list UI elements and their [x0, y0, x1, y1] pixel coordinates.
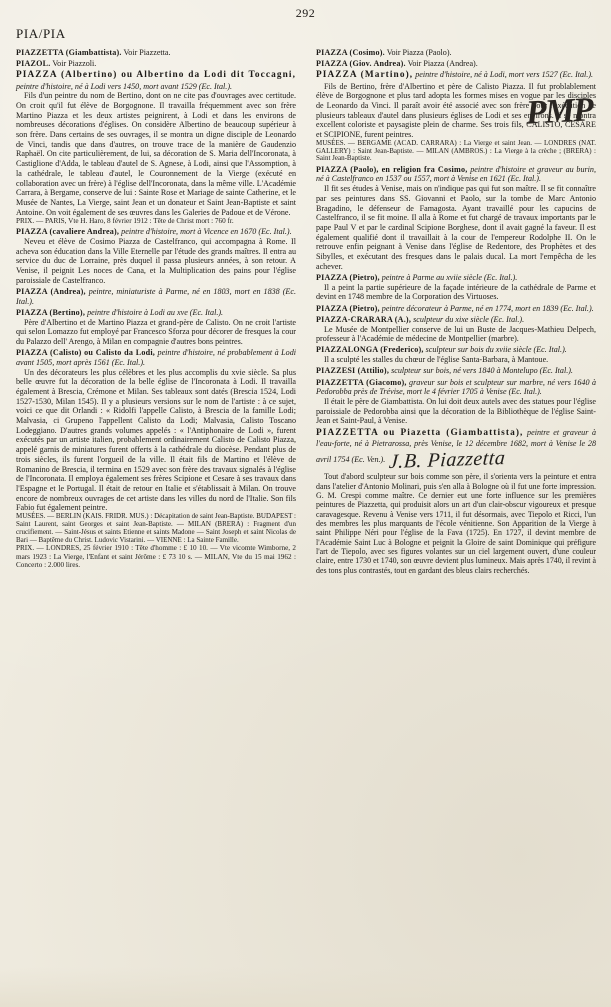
entry-paragraph: Fils de Bertino, frère d'Albertino et père de Calisto Piazza. Il fut problablement élève de Borgognone et plus tard adopta les formes mises en vogue par les disciples de Leonardo da Vinci. Il paraît avoir été associé avec son frère pour l'exécution de plusieurs tableaux d'autel dans plusieurs églises de Lodi et ses environs. Il se montra excellent coloriste et paysagiste plein de charme. Ses trois fils, CALISTO, CESARE et SCIPIONE, furent peintres. [316, 81, 596, 140]
entry-headword: PIAZZA (Pietro), [316, 273, 380, 282]
entry-headword: PIAZZETTA (Giambattista). [16, 48, 122, 57]
entry-headword: PIAZZA (Martino), [316, 70, 414, 81]
page-number: 292 [295, 6, 316, 20]
entry-piazol [16, 59, 296, 69]
entry-subtitle: peintre d'histoire et graveur au burin, né à Castelfranco en 1537 ou 1557, mort à Venise en 1621 (Ec. Ital.). [316, 164, 596, 184]
left-column [16, 48, 296, 998]
entry-paragraph: Fils d'un peintre du nom de Bertino, dont on ne cite pas d'ouvrages avec certitude. On croit qu'il fut élève de Borgognone. Il travailla fréquemment avec son frère Martino Piazza et les deux artistes peignirent, à Lodi et dans les environs de nombreuses décorations d'églises. On considère Albertino de beaucoup supérieur à son frère. Dans certains de ses ouvrages, il se montra un digne disciple de Leonardo de Vinci, tandis que dans d'autres, on trouve trace de la manière de Gaudenzio Raphaël. On cite particulièrement, de lui, sa décoration de S. Maria dell'Incoronata, à Castiglione d'Adda, le tableau d'autel de S. Agnese, à Lodi, ainsi que l'Assomption, à la cathédrale, le tableau d'autel, le Couronnement de la Vierge (exécuté en collaboration avec un frère) à l'église dell'Incoronata, dans la même ville. L'Académie Carrara, à Bergame, conserve de lui : Sainte Rose et Mariage de sainte Catherine, et le Musée de Nantes, La Vierge, saint Jean et un donateur et Saint Jean-Baptiste et saint Antoine. On voit également de ses œuvres dans les Galeries de Padoue et de Vérone. [16, 91, 296, 217]
entry-text: Voir Piazzetta. [121, 48, 171, 57]
entry-headword: PIAZZA (Pietro), [316, 303, 380, 313]
entry-subtitle: graveur sur bois et sculpteur sur marbre, né vers 1640 à Pedorobba près de Trévise, mort le 4 février 1705 à Venise (Ec. Ital.). [316, 377, 596, 397]
entry-subtitle: sculpteur sur bois, né vers 1840 à Montelupo (Ec. Ital.). [389, 366, 573, 376]
entry-subtitle: peintre d'histoire à Lodi au xve (Ec. Ital.). [85, 307, 224, 317]
entry-museums: MUSÉES. — BERGAME (ACAD. CARRARA) : La Vierge et saint Jean. — LONDRES (NAT. GALLERY) : Saint Jean-Baptiste. — MILAN (AMBROS.) : La Vierge à la crèche ; (BRERA) : Saint Jean-Baptiste. [316, 138, 596, 163]
entry-piazzetta-giambattista-xref [16, 48, 296, 58]
entry-paragraph: Il était le père de Giambattista. On lui doit deux autels avec des statues pour l'église paroissiale de Pedorobba ainsi que la décoration de la Bibliothèque de l'église Saint-Jean et Saint-Paul, à Venise. [316, 396, 596, 426]
entry-prices: PRIX. — PARIS, Vte H. Haro, 8 février 1912 : Tête de Christ mort : 760 fr. [16, 217, 234, 226]
entry-piazzetta-giacomo [316, 378, 596, 427]
entry-piazza-crarara [316, 315, 596, 344]
entry-piazza-pietro-decorateur [316, 304, 596, 314]
entry-piazza-bertino [16, 308, 296, 347]
entry-headword: PIAZZESI (Attilio), [316, 366, 390, 376]
entry-headword: PIAZZA-CRARARA (A.), [316, 314, 412, 324]
entry-headword: PIAZZA (Paolo), en religion fra Cosimo, [316, 164, 468, 174]
entry-subtitle: peintre d'histoire, mort à Vicence en 1670 (Ec. Ital.). [119, 227, 292, 237]
entry-piazza-calisto [16, 348, 296, 569]
entry-paragraph: Il a peint la partie supérieure de la façade intérieure de la cathédrale de Parme et devint en 1748 membre de la Corporation des Virtuoses. [316, 282, 596, 302]
entry-headword: PIAZOL. [16, 59, 51, 69]
entry-headword: PIAZZA (Cosimo). [316, 48, 385, 57]
entry-piazza-cosimo [316, 48, 596, 58]
entry-subtitle: peintre décorateur à Parme, né en 1774, mort en 1839 (Ec. Ital.). [379, 303, 594, 313]
entry-headword: PIAZZA (Bertino), [16, 307, 86, 317]
entry-piazzetta-giambattista [316, 428, 596, 575]
entry-piazzalonga [316, 345, 596, 364]
entry-subtitle: peintre à Parme au xviie siècle (Ec. Ital.). [379, 273, 518, 282]
entry-piazza-albertino [16, 70, 296, 225]
entry-paragraph: Neveu et élève de Cosimo Piazza de Castelfranco, qui accompagna à Rome. Il acheva son éducation dans la Ville Eternelle par l'étude des grands maîtres. Il entra au service du duc de Lorraine, près duquel il passa plusieurs années, à son retour. A Venise, il peignit Les noces de Cana, et la Multiplication des pains pour l'église paroissiale de Castelfranco. [16, 236, 296, 285]
entry-subtitle: peintre, miniaturiste à Parme, né en 1803, mort en 1838 (Ec. Ital.). [16, 286, 296, 306]
entry-prices: PRIX. — LONDRES, 25 février 1910 : Tête d'homme : £ 10 10. — Vte vicomte Wimborne, 2 mars 1923 : La Vierge, l'Enfant et saint Jérôme : £ 73 10 s. — MILAN, Vte du 15 mai 1962 : Concerto : 2.000 lires. [16, 544, 296, 569]
entry-subtitle: peintre et graveur à l'eau-forte, né à Pietrarossa, près Venise, le 12 décembre 1682, mort à Venise le 28 avril 1754 (Ec. Ven.). [316, 427, 597, 465]
entry-text: Voir Piazza (Andrea). [405, 59, 478, 69]
entry-headword: PIAZZA (Calisto) ou Calisto da Lodi, [16, 348, 156, 358]
entry-headword: PIAZZALONGA (Frederico), [316, 345, 424, 355]
entry-piazza-cavaliere-andrea [16, 227, 296, 285]
entry-text: Voir Piazzoli. [50, 59, 97, 69]
two-column-body [16, 48, 596, 998]
entry-piazzesi [316, 366, 596, 376]
entry-piazza-pietro-parme [316, 273, 596, 302]
entry-subtitle: peintre d'histoire, né à Lodi vers 1450, mort avant 1529 (Ec. Ital.). [16, 81, 233, 91]
entry-paragraph: Tout d'abord sculpteur sur bois comme son père, il s'orienta vers la peinture et entra dans l'atelier d'Antonio Molinari, puis s'en alla à Bologne où il fut une forte impression. G. M. Crespi comme maître. Ce dernier eut une forte influence sur les premières peintures de Piazzetta, qui produisit alors un art d'un clair-obscur vigoureux et presque caravagesque. Revenu à Venise vers 1711, il fut désormais, avec Tiepolo et Ricci, l'un des membres les plus marquants de l'école vénitienne. Son Apparition de la Vierge à saint Philippe Néri pour l'église de la Fava (1725). En 1727, il devint membre de l'Académie Saint Luc à Bologne et peignit la Gloire de saint Dominique qui préfigure l'art de Tiepolo, avec ses figures volantes sur un ciel largement ouvert, d'une couleur claire, entre 1730 et 1740, son œuvre devient plus lumineux. Mais après 1740, il revint à des tons plus contrastés, tout en gardant des bleus clairs recherchés. [316, 472, 596, 575]
entry-headword: PIAZZA (cavaliere Andrea), [16, 227, 120, 237]
entry-paragraph: Père d'Albertino et de Martino Piazza et grand-père de Calisto. On ne croit l'artiste qui selon Lomazzo fut employé par Francesco Sforza pour décorer de fresques la cour du Palazzo dell' Arengo, à Milan en compagnie d'autres bons peintres. [16, 317, 296, 346]
entry-paragraph: Il fit ses études à Venise, mais on n'indique pas qui fut son maître. Il se fit connaître par ses peintures dans SS. Giovanni et Paolo, sur la tombe de Marc Antonio Bragadino, le défenseur de Famagosta. Ayant travaillé pour les capucins de Castelfranco, il se fit moine. Il alla à Rome et fut chargé de travaux importants par le pape Paul V et par le cardinal Scipione Borghese, dont il avait gagné la faveur. Il est également qualifié dont il travaillait à la cour de l'empereur Rodolphe II. On le retrouve enfin peignant à Venise dans l'église de Redentore, des Prophètes et des Sibylles, et exécutant des fresques dans le palais ducal. La mort l'empêcha de les achever. [316, 184, 596, 271]
entry-text: Voir Piazza (Paolo). [384, 48, 452, 57]
entry-headword: PIAZZETTA ou Piazetta (Giambattista), [316, 427, 524, 438]
entry-paragraph: Il a sculpté les stalles du chœur de l'église Santa-Barbara, à Mantoue. [324, 355, 549, 365]
artist-script-signature: J.B. Piazzetta [388, 447, 507, 474]
entry-paragraph: Un des décorateurs les plus célèbres et les plus accomplis du xvie siècle. Sa plus belle œuvre fut la décoration de la belle église de l'Incoronata à Lodi. Il travailla également à Brescia, Crémone et Milan. Ses tableaux sont datés (Brescia 1524, Lodi 1527-1530, Milan 1545). Il y a plusieurs versions sur le nom de l'artiste : à ce sujet, voici ce que dit Orlandi : « Ridolfi l'appelle Calisto, à Brescia de la famille Lodi; Malvasia, ci Grupeno l'appellent Calisto da Lodi; Malvasia, Calisto Toscano Lodeggiano. D'autres grands volumes appelés : « l'Antiphonaire de Lodi », furent exécutés par un artiste italien, probablement ordinairement Calisto de Calisto Piazza, appelé garnis de miniatures furent offerts à la cathédrale du diocèse. Pendant plus de trois siècles, ils furent l'orgueil de la ville. Il était fils de Martino et l'élève de Romanino de Brescia, il termina en 1529 avec son frère des travaux signalés à l'église de l'Incoronata. Il employa également ses frères Scipione et Cesare à ses travaux dans l'Espagne et le Portugal. Il était de retour en Italie et s'établissait à Milan. On trouve encore de nombreux ouvrages de cet artiste dans les villes du nord de l'Italie. Son fils Fabio fut également peintre. [16, 367, 296, 513]
entry-subtitle: peintre d'histoire, né à Lodi, mort vers 1527 (Ec. Ital.). [413, 70, 594, 80]
entry-piazza-andrea [16, 287, 296, 306]
entry-piazza-paolo [316, 165, 596, 272]
entry-headword: PIAZZA (Albertino) ou Albertino da Lodi dit Toccagni, [16, 70, 296, 81]
entry-headword: PIAZZA (Giov. Andrea). [316, 59, 406, 69]
entry-piazza-giov-andrea [316, 59, 596, 69]
entry-subtitle: peintre d'histoire, né probablement à Lodi avant 1505, mort après 1561 (Ec. Ital.). [16, 348, 296, 367]
entry-paragraph: Le Musée de Montpellier conserve de lui un Buste de Jacques-Mathieu Delpech, professeur à l'Académie de médecine de Montpellier (marbre). [316, 324, 596, 344]
entry-headword: PIAZZA (Andrea), [16, 286, 86, 296]
right-column [316, 48, 596, 998]
entry-subtitle: sculpteur sur bois du xviie siècle (Ec. Ital.). [423, 345, 567, 355]
artist-monogram-signature: PMP [525, 91, 593, 132]
running-head: PIA/PIA [16, 26, 66, 41]
entry-headword: PIAZZETTA (Giacomo), [316, 377, 407, 387]
entry-museums: MUSÉES. — BERLIN (KAIS. FRIDR. MUS.) : Décapitation de saint Jean-Baptiste. BUDAPEST : Saint Laurent, saint Georges et saint Jean-Baptiste. — MILAN (BRERA) : Fragment d'un crucifiement. — Saint-Jésus et saints Etienne et saints Madone — Saint Joseph et saint Nicolas de Bari — Baptême du Christ. Ludovic Vistarini. — VIENNE : La Sainte Famille. [16, 512, 296, 544]
entry-subtitle: sculpteur du xixe siècle (Ec. Ital.). [411, 314, 525, 324]
